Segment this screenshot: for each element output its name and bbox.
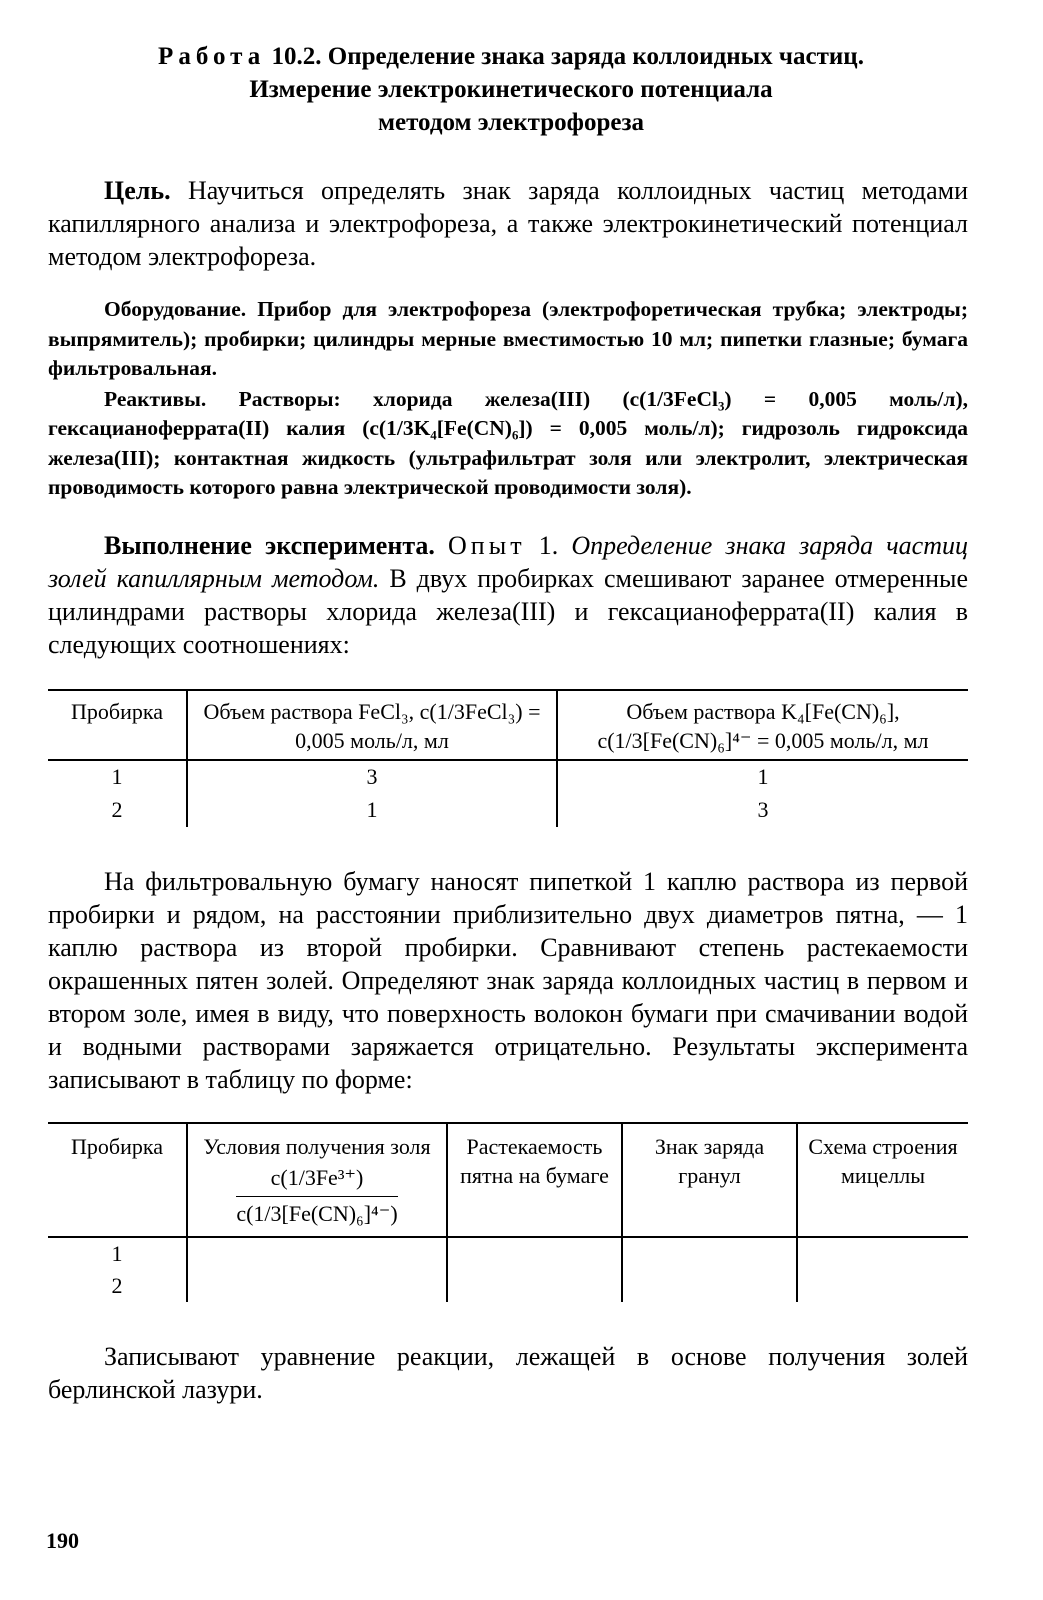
table-cell: 2 xyxy=(111,797,123,822)
table-cell: 3 xyxy=(557,794,968,827)
title-line2: Измерение электрокинетического потенциала xyxy=(249,76,773,103)
reagents-paragraph xyxy=(48,385,968,503)
equipment-paragraph xyxy=(48,295,968,384)
table-cell xyxy=(187,1237,447,1270)
table-row xyxy=(48,760,968,794)
experiment-label: Выполнение эксперимента. xyxy=(104,530,435,560)
table-cell: 1 xyxy=(187,794,557,827)
title-line3: методом электрофореза xyxy=(377,109,644,136)
col-header-tube: Пробирка xyxy=(48,690,187,760)
closing-paragraph: Записывают уравнение реакции, лежащей в основе получения золей берлинской лазури. xyxy=(48,1341,968,1404)
table-row xyxy=(48,1237,968,1270)
table-cell: 1 xyxy=(557,760,968,794)
reagents-text: Растворы: хлорида железа(III) (c(1/3FeCl₃) = 0,005 моль/л), гексацианоферрата(II) калия (c(1/3K₄[Fe(CN)₆]) = 0,005 моль/л); гидрозоль гидроксида железа(III); контактная жидкость (ультрафильтрат золя или электролит, электрическая проводимость которого равна электрической проводимости золя). xyxy=(48,386,968,499)
col-header-charge: Знак заряда гранул xyxy=(622,1123,797,1237)
col-header-conditions xyxy=(187,1123,447,1237)
table-cell xyxy=(797,1237,968,1270)
conditions-fraction xyxy=(236,1163,397,1228)
procedure-paragraph: На фильтровальную бумагу наносят пипеткой 1 каплю раствора из первой пробирки и рядом, на расстоянии приблизительно двух диаметров пятна, — 1 каплю раствора из второй пробирки. Сравнивают степень растекаемости окрашенных пятен золей. Определяют знак заряда коллоидных частиц в первом и втором золе, имея в виду, что поверхность волокон бумаги при смачивании водой и водными растворами заряжается отрицательно. Результаты эксперимента записывают в таблицу по форме: xyxy=(48,866,968,1094)
col-header-fecl3: Объем раствора FeCl₃, c(1/3FeCl₃) = 0,005 моль/л, мл xyxy=(187,690,557,760)
col-header-k4fecn6: Объем раствора K₄[Fe(CN)₆], c(1/3[Fe(CN)₆]⁴⁻ = 0,005 моль/л, мл xyxy=(557,690,968,760)
table-cell xyxy=(622,1237,797,1270)
col-header-tube: Пробирка xyxy=(48,1123,187,1237)
title-prefix: Работа xyxy=(158,43,266,70)
table-cell: 1 xyxy=(111,764,123,789)
fraction-numerator: c(1/3Fe³⁺) xyxy=(236,1163,397,1197)
table-cell xyxy=(622,1270,797,1302)
page-title xyxy=(54,40,968,139)
results-table xyxy=(48,1122,968,1302)
table-header-row xyxy=(48,690,968,760)
fraction-denominator: c(1/3[Fe(CN)₆]⁴⁻) xyxy=(236,1200,398,1226)
conditions-label: Условия получения золя xyxy=(203,1133,431,1159)
goal-text: Научиться определять знак заряда коллоидных частиц методами капиллярного анализа и электрофореза, а также электрокинетический потенциал методом электрофореза. xyxy=(48,176,969,271)
equipment-label: Оборудование. xyxy=(104,297,247,321)
page-number: 190 xyxy=(46,1528,79,1553)
reagents-label: Реактивы. xyxy=(104,386,207,411)
table-header-row xyxy=(48,1123,968,1237)
col-header-spreading: Растекаемость пятна на бумаге xyxy=(447,1123,622,1237)
page-content xyxy=(48,40,968,1406)
table-cell: 2 xyxy=(111,1272,123,1298)
table-cell xyxy=(797,1270,968,1302)
experiment-subtitle: Определение знака заряда частиц золей капиллярным методом. xyxy=(48,530,968,593)
equipment-text: Прибор для электрофореза (электрофоретическая трубка; электроды; выпрямитель); пробирки; цилиндры мерные вместимостью 10 мл; пипетки глазные; бумага фильтровальная. xyxy=(48,297,968,380)
table-cell: 1 xyxy=(111,1240,123,1266)
table-cell xyxy=(187,1270,447,1302)
experiment-opyt: Опыт xyxy=(448,530,526,560)
table-cell xyxy=(447,1270,622,1302)
goal-paragraph xyxy=(48,174,968,273)
goal-label: Цель. xyxy=(104,176,171,205)
title-line1: 10.2. Определение знака заряда коллоидных частиц. xyxy=(271,43,864,70)
col-header-micelle: Схема строения мицеллы xyxy=(797,1123,968,1237)
experiment-paragraph xyxy=(48,529,968,661)
experiment-text: В двух пробирках смешивают заранее отмеренные цилиндрами растворы хлорида железа(III) и гексацианоферрата(II) калия в следующих соотношениях: xyxy=(48,563,969,659)
volumes-table xyxy=(48,689,968,827)
table-cell xyxy=(447,1237,622,1270)
table-row xyxy=(48,794,968,827)
table-row xyxy=(48,1270,968,1302)
table-cell: 3 xyxy=(187,760,557,794)
experiment-number: 1. xyxy=(538,530,559,560)
